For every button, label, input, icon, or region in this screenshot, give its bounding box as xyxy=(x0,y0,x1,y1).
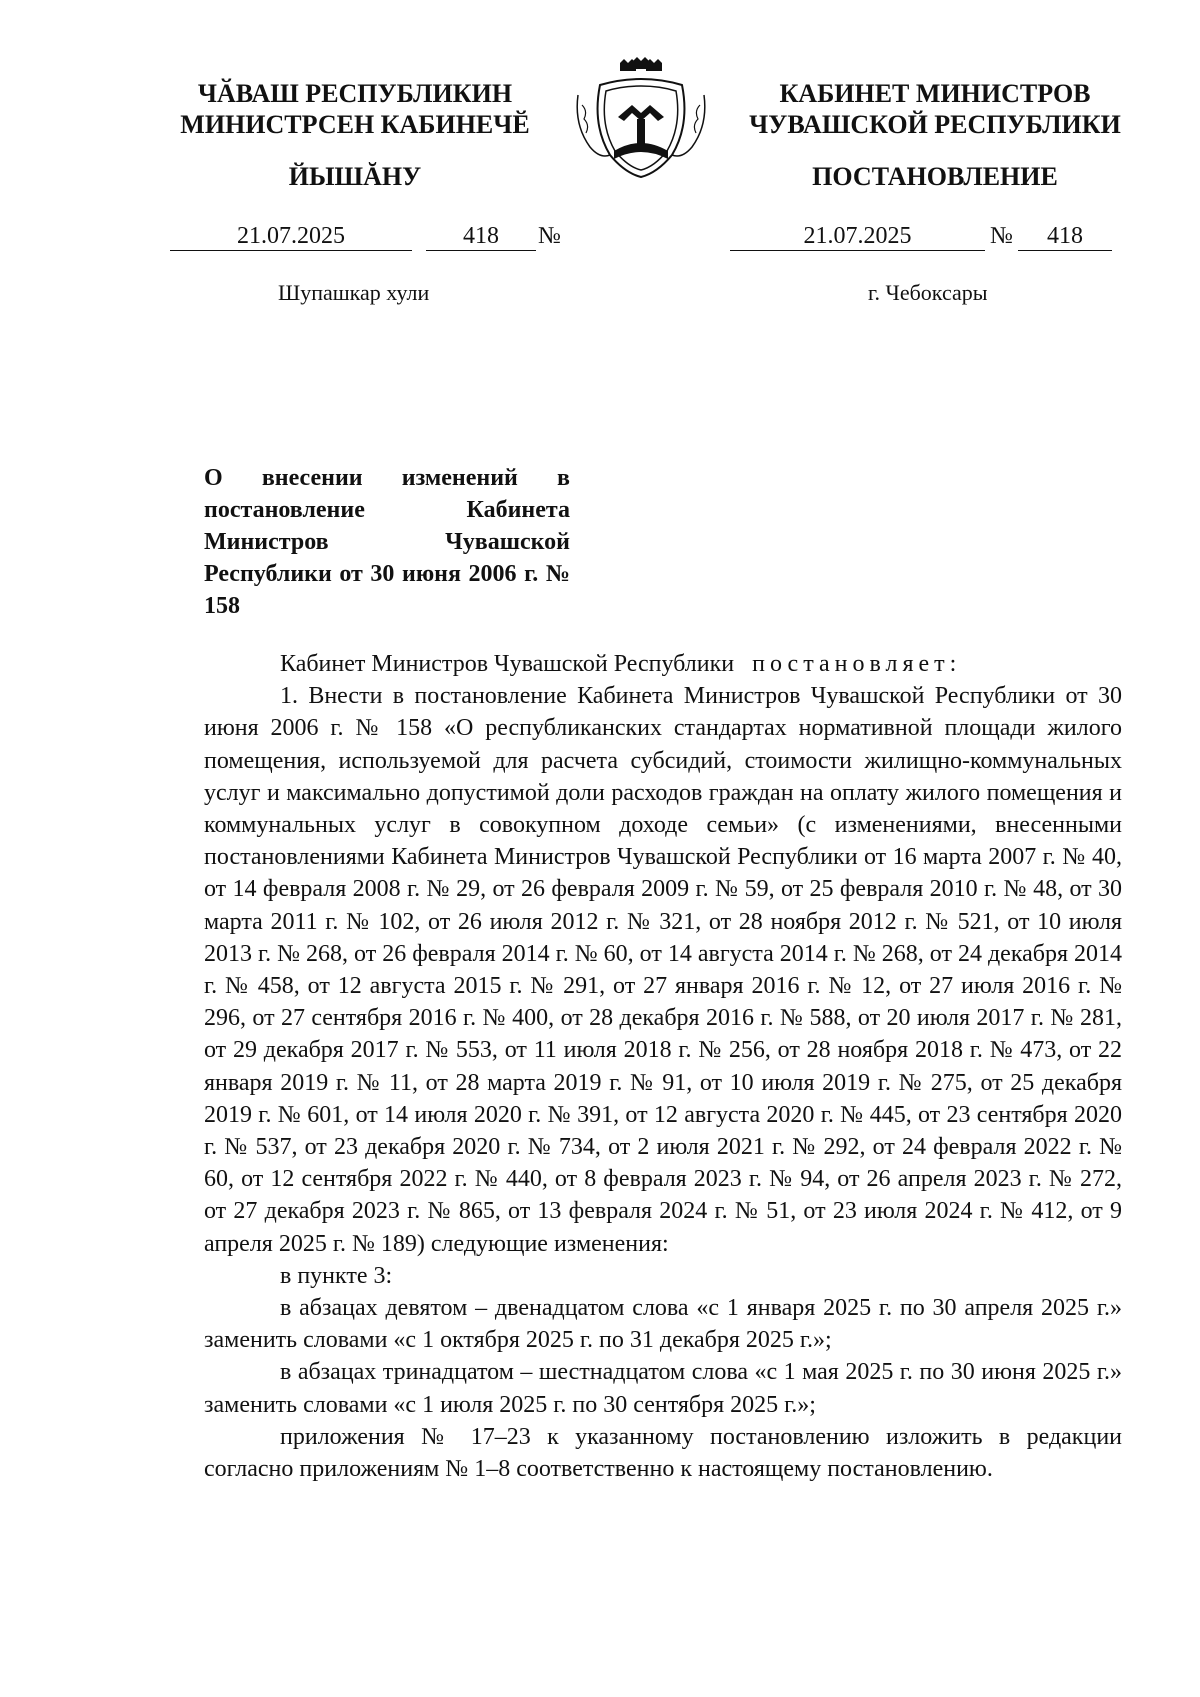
city-right: г. Чебоксары xyxy=(868,280,988,305)
right-number-sign: № xyxy=(990,223,1013,249)
body-paragraph-5: приложения № 17–23 к указанному постановлению изложить в редакции согласно приложениям № 1–8 соответственно к настоящему постановлению. xyxy=(204,1423,1122,1483)
doctype-right: ПОСТАНОВЛЕНИЕ xyxy=(812,162,1058,191)
left-number-sign: № xyxy=(538,223,561,249)
left-number: 418 xyxy=(426,222,536,251)
body-paragraph-2: в пункте 3: xyxy=(280,1262,393,1289)
intro-verb: постановляет: xyxy=(752,651,962,677)
header-left xyxy=(170,78,540,140)
doctype-left: ЙЫШĂНУ xyxy=(288,162,422,191)
header-right-line2: ЧУВАШСКОЙ РЕСПУБЛИКИ xyxy=(749,110,1121,139)
body-paragraph-1: 1. Внести в постановление Кабинета Министров Чувашской Республики от 30 июня 2006 г. № 158 «О республиканских стандартах нормативной площади жилого помещения, используемой для расчета субсидий, стоимости жилищно-коммунальных услуг и максимально допустимой доли расходов граждан на оплату жилого помещения и коммунальных услуг в совокупном доходе семьи» (с изменениями, внесенными постановлениями Кабинета Министров Чувашской Республики от 16 марта 2007 г. № 40, от 14 февраля 2008 г. № 29, от 26 февраля 2009 г. № 59, от 25 февраля 2010 г. № 48, от 30 марта 2011 г. № 102, от 26 июля 2012 г. № 321, от 28 ноября 2012 г. № 521, от 10 июля 2013 г. № 268, от 26 февраля 2014 г. № 60, от 14 августа 2014 г. № 268, от 24 декабря 2014 г. № 458, от 12 августа 2015 г. № 291, от 27 января 2016 г. № 12, от 27 июля 2016 г. № 296, от 27 сентября 2016 г. № 400, от 28 декабря 2016 г. № 588, от 20 июля 2017 г. № 281, от 29 декабря 2017 г. № 553, от 11 июля 2018 г. № 256, от 28 ноября 2018 г. № 473, от 22 января 2019 г. № 11, от 28 марта 2019 г. № 91, от 10 июля 2019 г. № 275, от 25 декабря 2019 г. № 601, от 14 июля 2020 г. № 391, от 12 августа 2020 г. № 445, от 23 сентября 2020 г. № 537, от 23 декабря 2020 г. № 734, от 2 июля 2021 г. № 292, от 24 февраля 2022 г. № 60, от 12 сентября 2022 г. № 440, от 8 февраля 2023 г. № 94, от 26 апреля 2023 г. № 272, от 27 декабря 2023 г. № 865, от 13 февраля 2024 г. № 51, от 23 июля 2024 г. № 412, от 9 апреля 2025 г. № 189) следующие изменения: xyxy=(204,683,1123,1257)
left-date: 21.07.2025 xyxy=(170,222,412,251)
document-body xyxy=(204,648,1122,1485)
city-left: Шупашкар хули xyxy=(278,280,430,305)
document-subject: О внесении изменений в постановление Кабинета Министров Чувашской Республики от 30 июня 2006 г. № 158 xyxy=(204,465,570,619)
header-right xyxy=(735,78,1135,140)
intro-text: Кабинет Министров Чувашской Республики xyxy=(280,651,735,677)
date-line xyxy=(0,222,1200,252)
body-intro xyxy=(204,648,1122,680)
right-date: 21.07.2025 xyxy=(730,222,985,251)
header-right-line1: КАБИНЕТ МИНИСТРОВ xyxy=(779,79,1091,108)
coat-of-arms-icon xyxy=(570,55,712,185)
header-left-line2: МИНИСТРСЕН КАБИНЕЧӖ xyxy=(180,110,530,139)
body-paragraph-3: в абзацах девятом – двенадцатом слова «с 1 января 2025 г. по 30 апреля 2025 г.» заменить словами «с 1 октября 2025 г. по 31 декабря 2025 г.»; xyxy=(204,1295,1122,1354)
right-number: 418 xyxy=(1018,222,1112,251)
header-left-line1: ЧӐВАШ РЕСПУБЛИКИН xyxy=(197,79,513,108)
body-paragraph-4: в абзацах тринадцатом – шестнадцатом слова «с 1 мая 2025 г. по 30 июня 2025 г.» заменить словами «с 1 июля 2025 г. по 30 сентября 2025 г.»; xyxy=(204,1359,1122,1418)
